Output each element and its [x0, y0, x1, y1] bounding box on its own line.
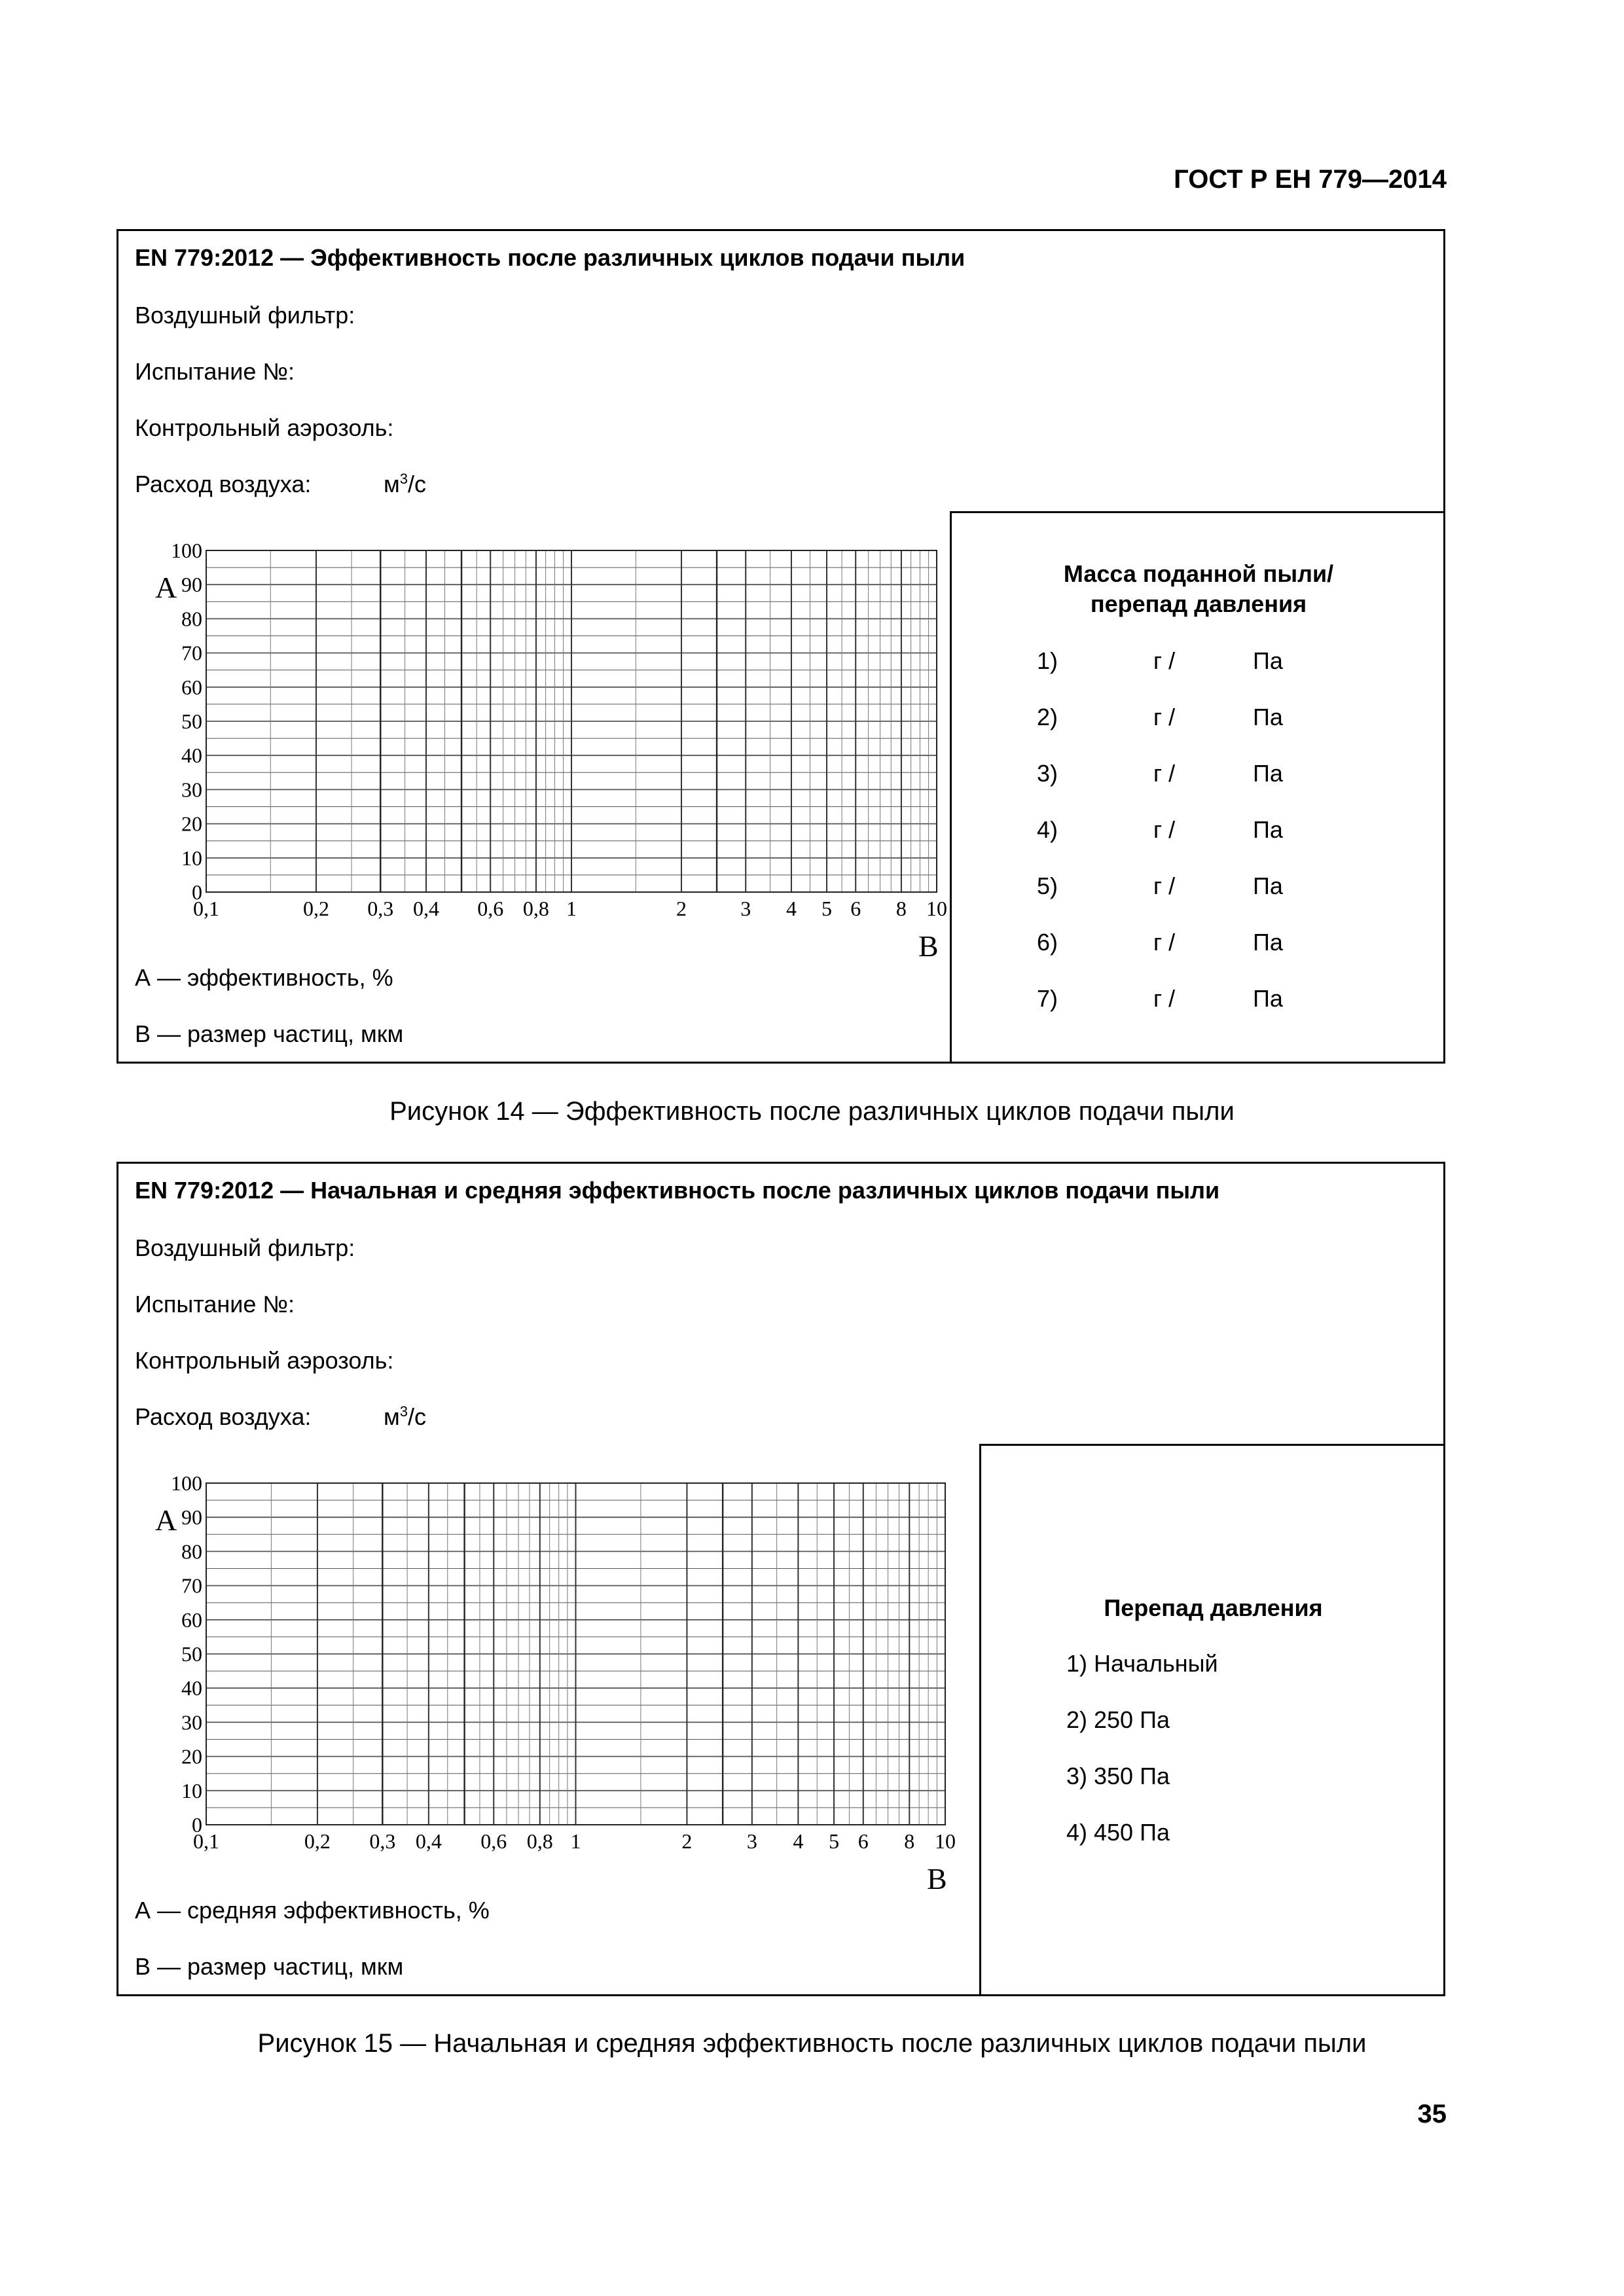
panel-row-mass-unit: г / [1153, 985, 1176, 1012]
panel-row-number: 1) [1037, 647, 1058, 674]
x-tick-label: 6 [850, 897, 861, 920]
unit-exponent: 3 [399, 471, 408, 487]
y-tick-label: 50 [181, 709, 202, 733]
x-tick-label: 5 [821, 897, 833, 920]
x-tick-label: 0,3 [367, 897, 394, 920]
field-test-number: Испытание №: [135, 358, 295, 385]
field-test-number: Испытание №: [135, 1291, 295, 1318]
field-air-flow: Расход воздуха: [135, 471, 312, 497]
x-tick-label: 3 [746, 1829, 757, 1853]
y-tick-label: 60 [181, 675, 202, 699]
x-tick-label: 0,4 [412, 897, 439, 920]
x-tick-label: 0,3 [369, 1829, 396, 1853]
panel-item: 2) 250 Па [1066, 1706, 1170, 1733]
x-tick-label: 2 [676, 897, 687, 920]
x-tick-label: 10 [935, 1829, 956, 1853]
y-tick-label: 80 [181, 607, 202, 631]
legend-a: А — эффективность, % [135, 964, 393, 991]
x-tick-label: 1 [566, 897, 577, 920]
legend-a: А — средняя эффективность, % [135, 1897, 490, 1924]
panel-title: Перепад давления [1104, 1594, 1323, 1621]
panel-row-pressure-unit: Па [1253, 647, 1283, 674]
unit-base: м [384, 471, 400, 497]
y-tick-label: 80 [181, 1539, 202, 1564]
panel-item: 3) 350 Па [1066, 1763, 1170, 1789]
unit-tail: /с [408, 1403, 427, 1430]
panel-title-line1: Масса поданной пыли/ [1063, 560, 1334, 587]
legend-b: В — размер частиц, мкм [135, 1953, 404, 1980]
panel-row-mass-unit: г / [1153, 872, 1176, 899]
field-test-aerosol: Контрольный аэрозоль: [135, 1347, 394, 1374]
unit-tail: /с [408, 471, 427, 497]
panel-row-pressure-unit: Па [1253, 929, 1283, 956]
panel-row-number: 4) [1037, 816, 1058, 843]
x-tick-label: 0,2 [302, 897, 329, 920]
field-air-filter: Воздушный фильтр: [135, 1234, 355, 1261]
panel-row-mass-unit: г / [1153, 704, 1176, 730]
x-tick-label: 0,6 [480, 1829, 507, 1853]
x-tick-label: 0,6 [477, 897, 504, 920]
x-tick-label: 0,1 [193, 1829, 219, 1853]
field-air-filter: Воздушный фильтр: [135, 302, 355, 329]
y-tick-label: 90 [181, 573, 202, 597]
x-tick-label: 3 [740, 897, 751, 920]
panel-row-pressure-unit: Па [1253, 704, 1283, 730]
x-axis-label: B [927, 1862, 947, 1890]
figure-14-caption: Рисунок 14 — Эффективность после различных циклов подачи пыли [389, 1097, 1235, 1126]
x-tick-label: 0,8 [526, 1829, 553, 1853]
x-tick-label: 8 [904, 1829, 915, 1853]
y-tick-label: 20 [181, 1744, 202, 1768]
panel-row-mass-unit: г / [1153, 760, 1176, 787]
y-tick-label: 100 [171, 539, 202, 562]
y-tick-label: 60 [181, 1607, 202, 1632]
x-tick-label: 0,1 [193, 897, 219, 920]
x-tick-label: 8 [895, 897, 907, 920]
pressure-drop-panel [979, 1444, 1445, 1996]
y-axis-label: A [155, 1503, 177, 1537]
y-tick-label: 0 [192, 1813, 202, 1837]
dust-mass-pressure-panel [950, 511, 1445, 1064]
panel-row-mass-unit: г / [1153, 929, 1176, 956]
panel-row-mass-unit: г / [1153, 816, 1176, 843]
unit-base: м [384, 1403, 400, 1430]
y-tick-label: 10 [181, 1778, 202, 1803]
figure-15-caption: Рисунок 15 — Начальная и средняя эффективность после различных циклов подачи пыли [257, 2029, 1367, 2058]
legend-b: В — размер частиц, мкм [135, 1020, 404, 1047]
panel-item: 4) 450 Па [1066, 1819, 1170, 1846]
x-tick-label: 0,8 [522, 897, 549, 920]
panel-row-pressure-unit: Па [1253, 985, 1283, 1012]
air-flow-unit [384, 471, 426, 498]
panel-row-pressure-unit: Па [1253, 816, 1283, 843]
x-tick-label: 4 [785, 897, 797, 920]
panel-row-number: 5) [1037, 872, 1058, 899]
standard-designation: ГОСТ Р ЕН 779—2014 [1174, 165, 1447, 194]
unit-exponent: 3 [399, 1403, 408, 1420]
x-tick-label: 6 [857, 1829, 869, 1853]
efficiency-chart-14 [118, 526, 950, 958]
page-number: 35 [1417, 2100, 1447, 2128]
figure-15-form [117, 1162, 1445, 1996]
y-tick-label: 40 [181, 1676, 202, 1700]
panel-row-pressure-unit: Па [1253, 872, 1283, 899]
y-tick-label: 10 [181, 846, 202, 870]
x-tick-label: 0,4 [415, 1829, 442, 1853]
x-tick-label: 2 [681, 1829, 693, 1853]
panel-row-pressure-unit: Па [1253, 760, 1283, 787]
y-tick-label: 30 [181, 778, 202, 802]
y-tick-label: 40 [181, 744, 202, 768]
y-tick-label: 30 [181, 1710, 202, 1734]
field-test-aerosol: Контрольный аэрозоль: [135, 414, 394, 441]
panel-title-line2: перепад давления [1090, 590, 1307, 617]
panel-row-number: 3) [1037, 760, 1058, 787]
air-flow-unit [384, 1403, 426, 1431]
y-tick-label: 70 [181, 641, 202, 665]
panel-row-number: 6) [1037, 929, 1058, 956]
figure-14-form-title: EN 779:2012 — Эффективность после различных циклов подачи пыли [135, 244, 965, 271]
y-tick-label: 100 [171, 1471, 202, 1495]
y-tick-label: 50 [181, 1642, 202, 1666]
x-tick-label: 4 [793, 1829, 804, 1853]
efficiency-chart-15 [118, 1458, 976, 1890]
x-tick-label: 1 [570, 1829, 581, 1853]
y-tick-label: 90 [181, 1505, 202, 1530]
panel-row-number: 7) [1037, 985, 1058, 1012]
y-tick-label: 20 [181, 812, 202, 836]
figure-14-form [117, 229, 1445, 1064]
panel-item: 1) Начальный [1066, 1650, 1218, 1677]
x-tick-label: 0,2 [304, 1829, 331, 1853]
x-axis-label: B [918, 929, 939, 958]
y-tick-label: 0 [192, 880, 202, 904]
y-tick-label: 70 [181, 1573, 202, 1598]
field-air-flow: Расход воздуха: [135, 1403, 312, 1430]
y-axis-label: A [155, 571, 177, 605]
x-tick-label: 10 [926, 897, 947, 920]
x-tick-label: 5 [829, 1829, 840, 1853]
panel-row-mass-unit: г / [1153, 647, 1176, 674]
panel-row-number: 2) [1037, 704, 1058, 730]
figure-15-form-title: EN 779:2012 — Начальная и средняя эффективность после различных циклов подачи пыли [135, 1177, 1220, 1204]
